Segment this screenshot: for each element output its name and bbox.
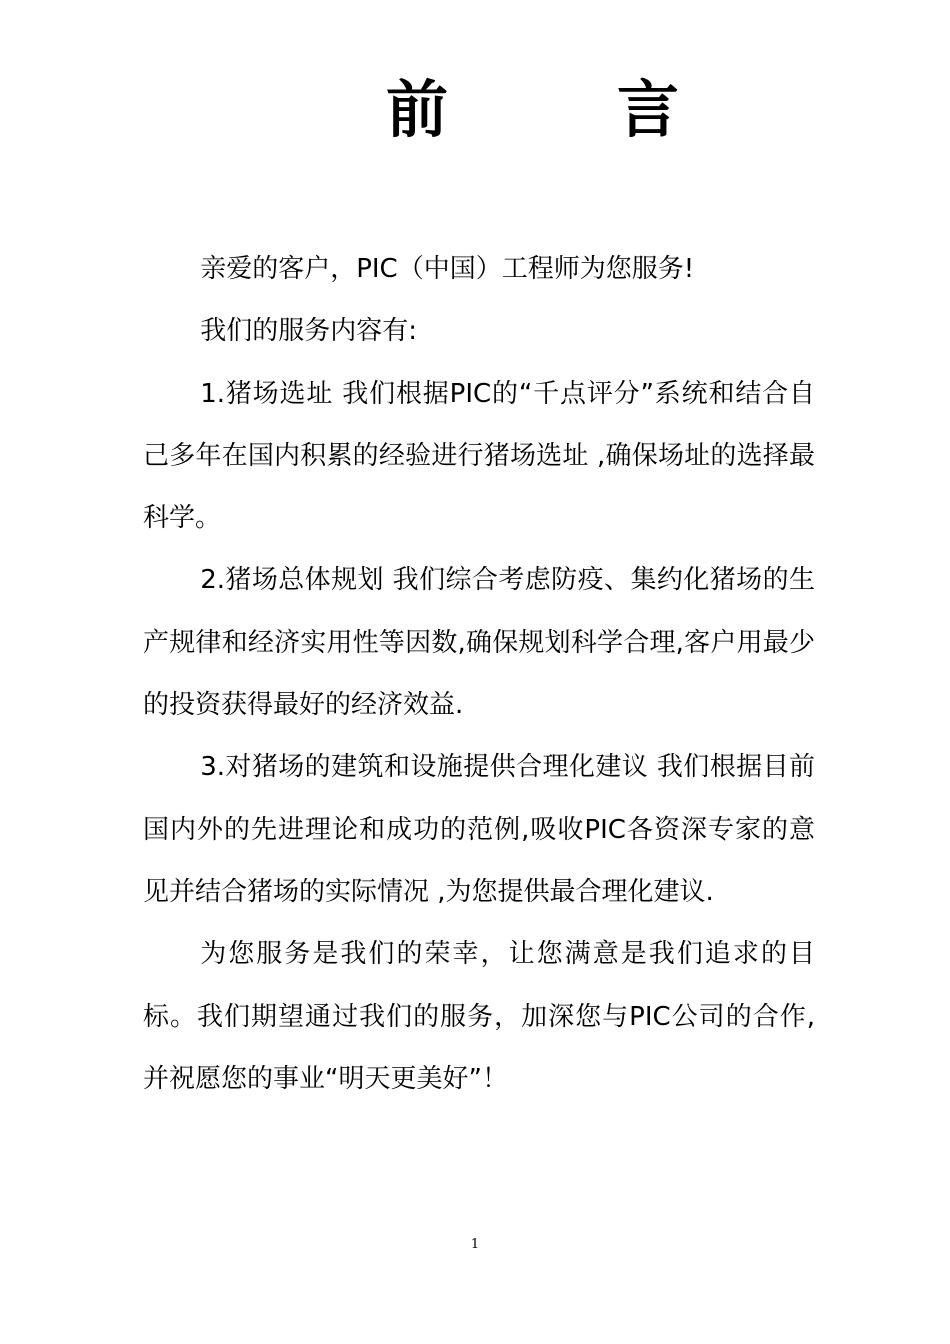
paragraph-service-site-selection: 1.猪场选址 我们根据PIC的“千点评分”系统和结合自己多年在国内积累的经验进行猪场选址 ,确保场址的选择最科学。 bbox=[143, 378, 815, 534]
title-char-first: 前 bbox=[386, 73, 449, 146]
paragraph-services-intro: 我们的服务内容有: bbox=[200, 316, 417, 347]
paragraph-service-building-advice: 3.对猪场的建筑和设施提供合理化建议 我们根据目前国内外的先进理论和成功的范例,吸收PIC各资深专家的意见并结合猪场的实际情况 ,为您提供最合理化建议. bbox=[143, 752, 815, 907]
title-char-second: 言 bbox=[617, 73, 680, 146]
page-number: 1 bbox=[470, 1237, 480, 1252]
paragraph-closing: 为您服务是我们的荣幸，让您满意是我们追求的目标。我们期望通过我们的服务，加深您与PIC公司的合作,并祝愿您的事业“明天更美好”！ bbox=[143, 939, 815, 1094]
page-title bbox=[0, 70, 950, 150]
paragraph-greeting: 亲爱的客户，PIC（中国）工程师为您服务! bbox=[200, 254, 695, 284]
paragraph-service-overall-planning: 2.猪场总体规划 我们综合考虑防疫、集约化猪场的生产规律和经济实用性等因数,确保规划科学合理,客户用最少的投资获得最好的经济效益. bbox=[143, 565, 815, 721]
body-text bbox=[143, 238, 815, 1110]
